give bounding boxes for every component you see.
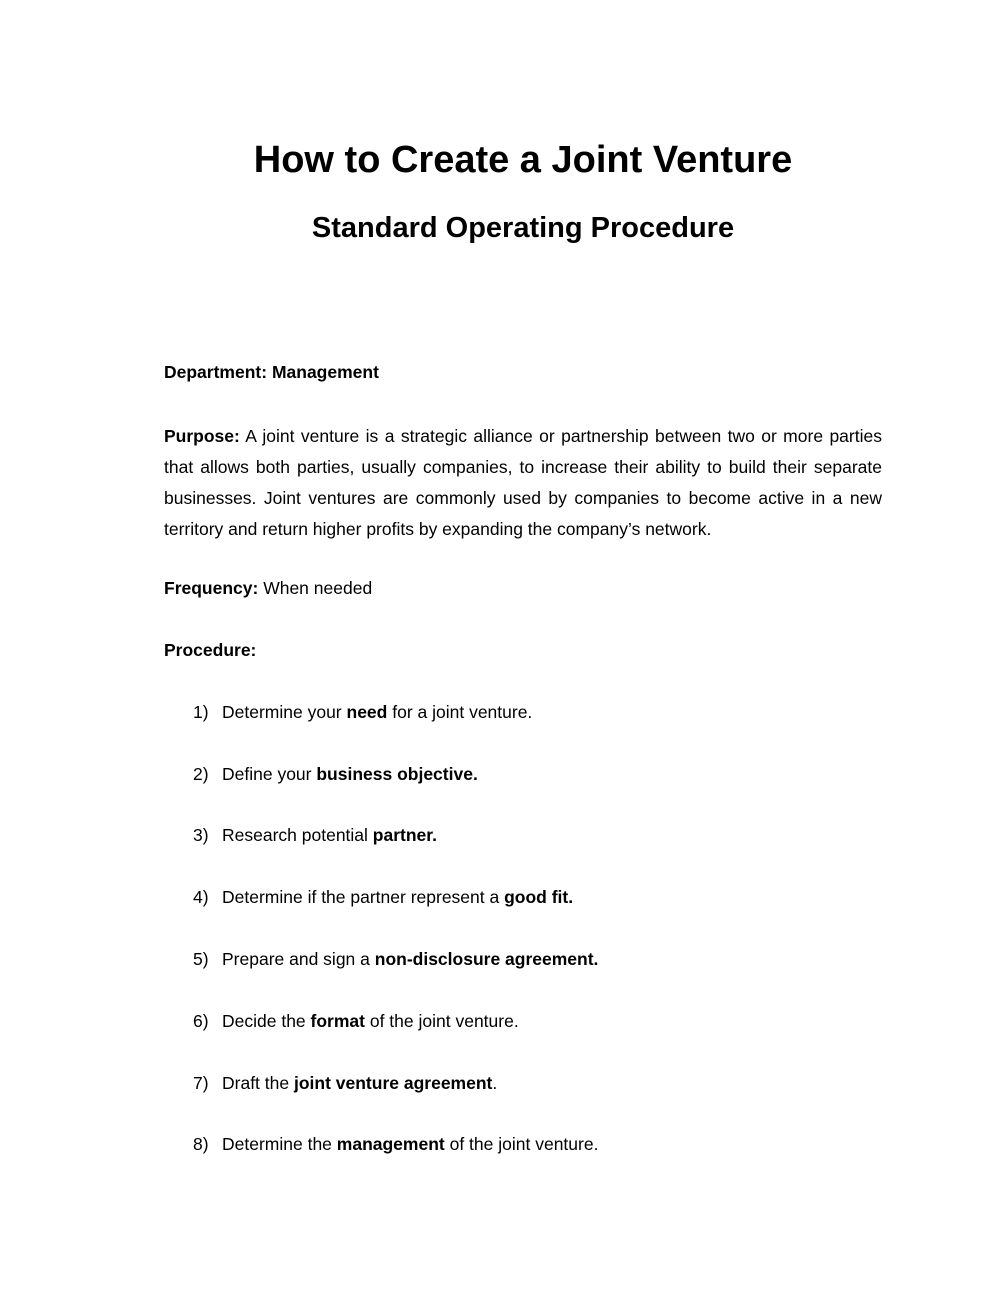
procedure-step — [193, 886, 573, 908]
purpose-label: Purpose: — [164, 426, 240, 446]
step-text: Define your — [222, 764, 317, 784]
step-text: of the joint venture. — [364, 1011, 519, 1031]
step-text: Prepare and sign a — [222, 949, 375, 969]
procedure-step — [193, 1133, 598, 1155]
step-bold-text: business objective. — [316, 764, 478, 784]
department-line — [164, 361, 379, 383]
step-text: Draft the — [222, 1073, 294, 1093]
procedure-step — [193, 763, 478, 785]
step-text: Decide the — [222, 1011, 311, 1031]
step-number: 4) — [193, 887, 209, 907]
frequency-label: Frequency: — [164, 578, 259, 598]
purpose-text: A joint venture is a strategic alliance or partnership between two or more parties that allows both parties, usually companies, to increase their ability to build their separate businesses. Joint ventures are commonly used by companies to become active in a new territory and return higher profits by expanding the company’s network. — [164, 426, 882, 539]
document-subtitle: Standard Operating Procedure — [311, 212, 735, 244]
step-number: 3) — [193, 825, 209, 845]
step-number: 7) — [193, 1073, 209, 1093]
procedure-heading: Procedure: — [164, 640, 257, 660]
document-title: How to Create a Joint Venture — [253, 139, 793, 181]
step-number: 2) — [193, 764, 209, 784]
frequency-line — [164, 577, 372, 599]
step-number: 6) — [193, 1011, 209, 1031]
step-bold-text: need — [346, 702, 388, 722]
step-bold-text: format — [310, 1011, 365, 1031]
step-bold-text: non-disclosure agreement. — [374, 949, 599, 969]
step-number: 5) — [193, 949, 209, 969]
frequency-value: When needed — [263, 578, 373, 598]
step-text: for a joint venture. — [387, 702, 533, 722]
step-text: Research potential — [222, 825, 373, 845]
step-text: Determine the — [222, 1134, 337, 1154]
procedure-step — [193, 1010, 519, 1032]
step-text: Determine your — [222, 702, 347, 722]
step-bold-text: good fit. — [504, 887, 574, 907]
step-number: 1) — [193, 702, 209, 722]
purpose-paragraph — [164, 421, 882, 545]
step-number: 8) — [193, 1134, 209, 1154]
step-text: . — [492, 1073, 498, 1093]
department-value: Management — [271, 362, 379, 382]
procedure-step — [193, 948, 598, 970]
step-bold-text: management — [336, 1134, 445, 1154]
department-label: Department: — [164, 362, 268, 382]
step-text: Determine if the partner represent a — [222, 887, 505, 907]
procedure-step — [193, 1072, 497, 1094]
step-text: of the joint venture. — [444, 1134, 599, 1154]
procedure-step — [193, 824, 437, 846]
step-bold-text: partner. — [372, 825, 437, 845]
procedure-step — [193, 701, 532, 723]
step-bold-text: joint venture agreement — [293, 1073, 493, 1093]
